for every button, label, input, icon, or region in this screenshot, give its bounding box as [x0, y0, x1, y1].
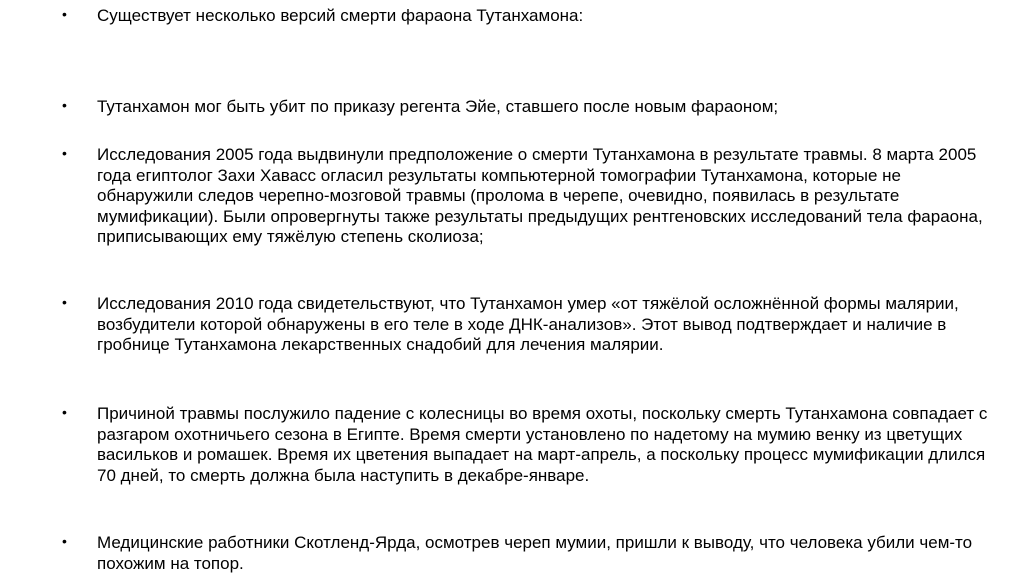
bullet-icon: • [62, 145, 67, 161]
bullet-icon: • [62, 294, 67, 310]
bullet-text: Тутанхамон мог быть убит по приказу регента Эйе, ставшего после новым фараоном; [97, 97, 779, 116]
bullet-icon: • [62, 97, 67, 113]
bullet-icon: • [62, 533, 67, 549]
bullet-text: Причиной травмы послужило падение с колесницы во время охоты, поскольку смерть Тутанхамона совпадает с разгаром охотничьего сезона в Египте. Время смерти установлено по надетому на мумию венку из цветущих васильков и ромашек. Время их цветения выпадает на март-апрель, а поскольку процесс мумификации длился 70 дней, то смерть должна была наступить в декабре-январе. [97, 404, 988, 485]
bullet-text: Существует несколько версий смерти фараона Тутанхамона: [97, 6, 584, 25]
bullet-text: Исследования 2010 года свидетельствуют, что Тутанхамон умер «от тяжёлой осложнённой формы малярии, возбудители которой обнаружены в его теле в ходе ДНК-анализов». Этот вывод подтверждает и наличие в гробнице Тутанхамона лекарственных снадобий для лечения малярии. [97, 294, 959, 354]
bullet-icon: • [62, 6, 67, 22]
bullet-text: Исследования 2005 года выдвинули предположение о смерти Тутанхамона в результате травмы. 8 марта 2005 года египтолог Захи Хавасс огласил результаты компьютерной томографии Тутанхамона, которые не обнаружили следов черепно-мозговой травмы (пролома в черепе, очевидно, появилась в результате мумификации). Были опровергнуты также результаты предыдущих рентгеновских исследований тела фараона, приписывающих ему тяжёлую степень сколиоза; [97, 145, 983, 246]
bullet-text: Медицинские работники Скотленд-Ярда, осмотрев череп мумии, пришли к выводу, что человека убили чем-то похожим на топор. [97, 533, 973, 573]
bullet-icon: • [62, 404, 67, 420]
